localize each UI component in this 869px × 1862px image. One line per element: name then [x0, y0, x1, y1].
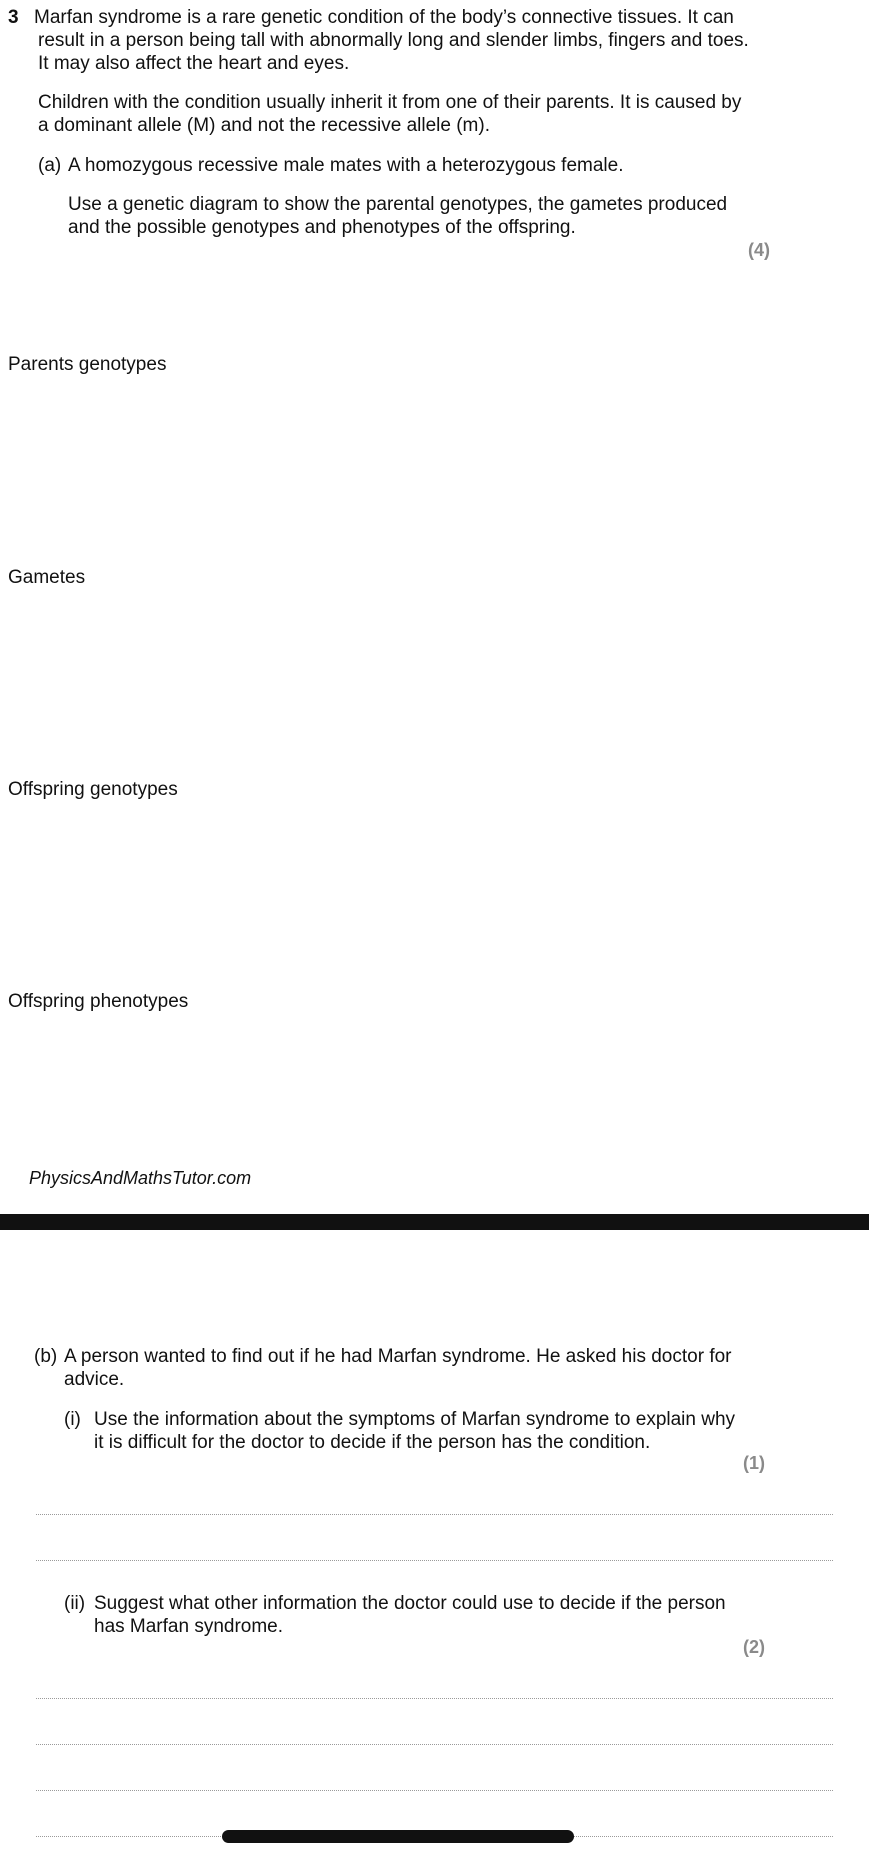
- answer-line[interactable]: [36, 1790, 833, 1791]
- part-b-i-line: it is difficult for the doctor to decide if the person has the condition.: [94, 1432, 651, 1453]
- question-intro-line: 3 Marfan syndrome is a rare genetic condition of the body’s connective tissues. It can: [8, 7, 734, 28]
- answer-line[interactable]: [36, 1514, 833, 1515]
- part-b-i-label: (i): [64, 1409, 81, 1430]
- part-b-ii-marks: (2): [743, 1637, 765, 1657]
- part-a-instruction: [68, 193, 828, 239]
- question-intro-line: result in a person being tall with abnormally long and slender limbs, fingers and toes.: [38, 30, 749, 51]
- part-b-question: [34, 1345, 794, 1391]
- home-indicator[interactable]: [222, 1830, 574, 1843]
- page-break-divider: [0, 1214, 869, 1230]
- part-b-ii-line: (ii) Suggest what other information the doctor could use to decide if the person: [64, 1593, 726, 1614]
- answer-line[interactable]: [36, 1744, 833, 1745]
- question-cause-line: Children with the condition usually inherit it from one of their parents. It is caused by: [38, 92, 742, 113]
- part-a-question: [38, 154, 798, 177]
- part-b-label: (b): [34, 1346, 58, 1367]
- part-a-label: (a): [38, 155, 62, 176]
- part-b-ii-question: [64, 1592, 824, 1638]
- part-b-ii-line: has Marfan syndrome.: [94, 1616, 284, 1637]
- parents-genotypes-label: Parents genotypes: [8, 354, 167, 375]
- part-a-text: A homozygous recessive male mates with a heterozygous female.: [68, 155, 624, 176]
- footer-brand: PhysicsAndMathsTutor.com: [29, 1168, 252, 1188]
- offspring-genotypes-label: Offspring genotypes: [8, 779, 178, 800]
- part-a-instruction-line: Use a genetic diagram to show the parental genotypes, the gametes produced: [68, 194, 728, 215]
- answer-line[interactable]: [36, 1698, 833, 1699]
- part-b-i-line: (i) Use the information about the symptoms of Marfan syndrome to explain why: [64, 1409, 736, 1430]
- question-cause-line: a dominant allele (M) and not the recessive allele (m).: [38, 115, 490, 136]
- part-b-line: advice.: [64, 1369, 125, 1390]
- answer-line[interactable]: [36, 1560, 833, 1561]
- part-a-marks: (4): [748, 240, 770, 260]
- offspring-phenotypes-label: Offspring phenotypes: [8, 991, 189, 1012]
- question-cause: [38, 91, 798, 137]
- question-intro-line: It may also affect the heart and eyes.: [38, 53, 350, 74]
- part-b-i-marks: (1): [743, 1453, 765, 1473]
- question-number: 3: [8, 7, 19, 28]
- gametes-label: Gametes: [8, 567, 86, 588]
- question-intro: [8, 6, 798, 75]
- part-b-ii-label: (ii): [64, 1593, 86, 1614]
- part-a-instruction-line: and the possible genotypes and phenotypes of the offspring.: [68, 217, 576, 238]
- part-b-i-question: [64, 1408, 824, 1454]
- part-b-line: (b) A person wanted to find out if he had Marfan syndrome. He asked his doctor for: [34, 1346, 732, 1367]
